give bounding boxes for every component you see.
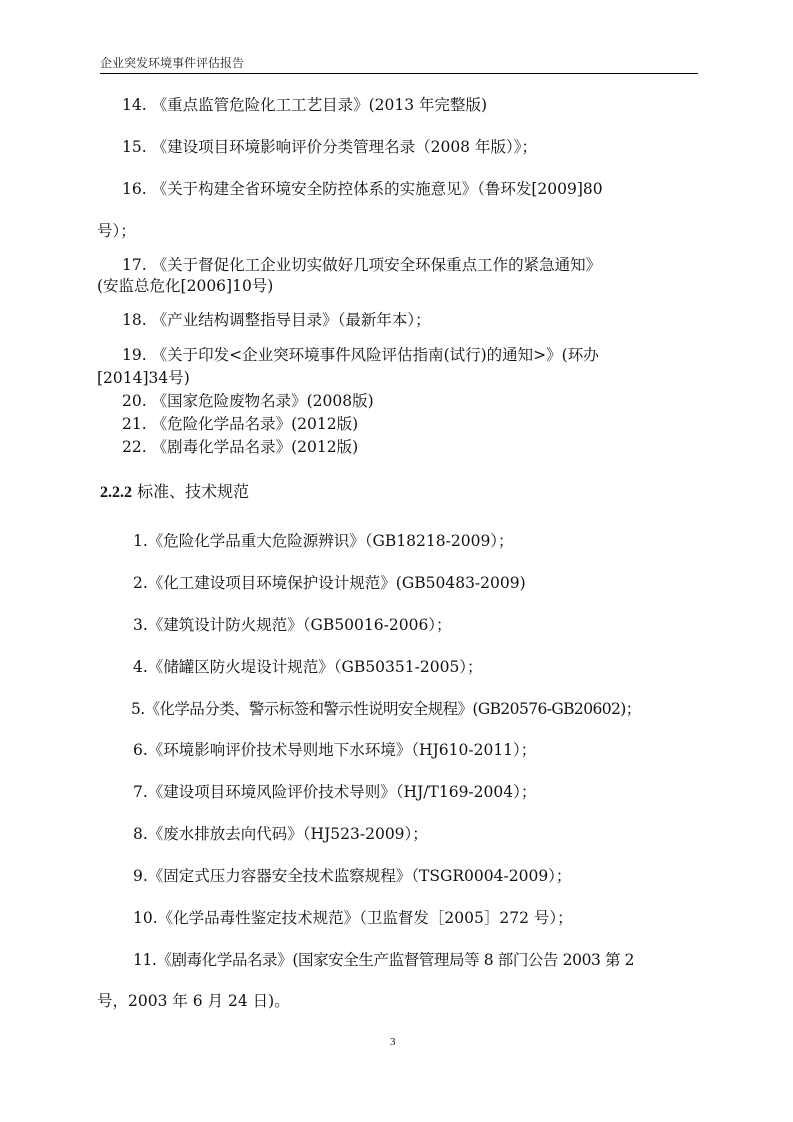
section-number: 2.2.2 — [100, 484, 132, 501]
regulation-item-14 — [122, 95, 487, 115]
standard-item-7 — [133, 782, 536, 802]
item-number: 9. — [133, 867, 148, 885]
item-number: 6. — [133, 741, 148, 759]
regulation-item-19 — [122, 345, 599, 365]
standard-item-1 — [133, 531, 514, 551]
item-text: 《建筑设计防火规范》（GB50016-2006）； — [147, 616, 452, 634]
item-number: 22. — [122, 438, 147, 456]
standard-item-6 — [133, 740, 536, 760]
item-number: 7. — [133, 783, 148, 801]
page-number: 3 — [390, 1036, 396, 1048]
item-text: 《化学品毒性鉴定技术规范》（卫监督发［2005］272 号）； — [157, 909, 573, 927]
standard-item-10 — [133, 908, 573, 928]
item-number: 10. — [133, 909, 158, 927]
regulation-item-21 — [122, 414, 358, 434]
item-text: 《剧毒化学品名录》(国家安全生产监督管理局等 8 部门公告 2003 第 2 — [156, 951, 635, 969]
standard-item-8 — [133, 824, 428, 844]
section-title: 标准、技术规范 — [137, 482, 250, 501]
item-text: 《重点监管危险化工工艺目录》(2013 年完整版) — [151, 96, 488, 114]
item-text: 《储罐区防火堤设计规范》（GB50351-2005）； — [147, 658, 483, 676]
item-text: 《化学品分类、警示标签和警示性说明安全规程》(GB20576-GB20602)； — [144, 700, 641, 718]
page-header: 企业突发环境事件评估报告 — [100, 54, 698, 74]
item-number: 2. — [133, 574, 148, 592]
item-text: 《关于构建全省环境安全防控体系的实施意见》（鲁环发[2009]80 — [151, 180, 603, 198]
regulation-item-16 — [122, 179, 603, 199]
item-number: 3. — [133, 616, 148, 634]
regulation-item-17-cont: (安监总危化[2006]10号) — [97, 277, 274, 295]
regulation-item-16-cont: 号）； — [97, 222, 136, 240]
standard-item-3 — [133, 615, 452, 635]
standard-item-9 — [133, 866, 571, 886]
item-text: 《环境影响评价技术导则地下水环境》（HJ610-2011）； — [147, 741, 537, 759]
item-text: 《产业结构调整指导目录》（最新年本）； — [151, 311, 431, 329]
item-text: 《剧毒化学品名录》(2012版) — [151, 438, 359, 456]
section-heading — [100, 482, 249, 503]
item-number: 1. — [133, 532, 148, 550]
item-number: 20. — [122, 392, 147, 410]
standard-item-11 — [133, 950, 634, 970]
item-text: 《国家危险废物名录》(2008版) — [151, 392, 374, 410]
item-text: 《固定式压力容器安全技术监察规程》（TSGR0004-2009）； — [147, 867, 572, 885]
regulation-item-19-cont: [2014]34号) — [97, 369, 190, 387]
item-number: 19. — [122, 346, 147, 364]
item-text: 《关于督促化工企业切实做好几项安全环保重点工作的紧急通知》 — [151, 256, 602, 274]
item-number: 14. — [122, 96, 147, 114]
regulation-item-20 — [122, 391, 374, 411]
item-number: 8. — [133, 825, 148, 843]
standard-item-11-cont: 号，2003 年 6 月 24 日)。 — [97, 992, 290, 1010]
item-number: 21. — [122, 415, 147, 433]
item-number: 16. — [122, 180, 147, 198]
item-number: 18. — [122, 311, 147, 329]
regulation-item-17 — [122, 255, 601, 275]
regulation-item-15 — [122, 137, 537, 157]
item-text: 《建设项目环境风险评价技术导则》（HJ/T169-2004）； — [147, 783, 537, 801]
item-text: 《关于印发<企业突环境事件风险评估指南(试行)的通知>》(环办 — [151, 346, 599, 364]
item-number: 15. — [122, 138, 147, 156]
regulation-item-18 — [122, 310, 431, 330]
item-text: 《危险化学品重大危险源辨识》（GB18218-2009）； — [147, 532, 514, 550]
regulation-item-22 — [122, 437, 358, 457]
item-number: 17. — [122, 256, 147, 274]
item-text: 《危险化学品名录》(2012版) — [151, 415, 359, 433]
item-number: 5. — [131, 700, 145, 718]
standard-item-5 — [131, 699, 641, 719]
item-text: 《建设项目环境影响评价分类管理名录（2008 年版）》； — [151, 138, 537, 156]
standard-item-4 — [133, 657, 483, 677]
item-text: 《化工建设项目环境保护设计规范》(GB50483-2009) — [147, 574, 526, 592]
standard-item-2 — [133, 573, 526, 593]
item-number: 11. — [133, 951, 157, 969]
item-text: 《废水排放去向代码》（HJ523-2009）； — [147, 825, 428, 843]
item-number: 4. — [133, 658, 148, 676]
